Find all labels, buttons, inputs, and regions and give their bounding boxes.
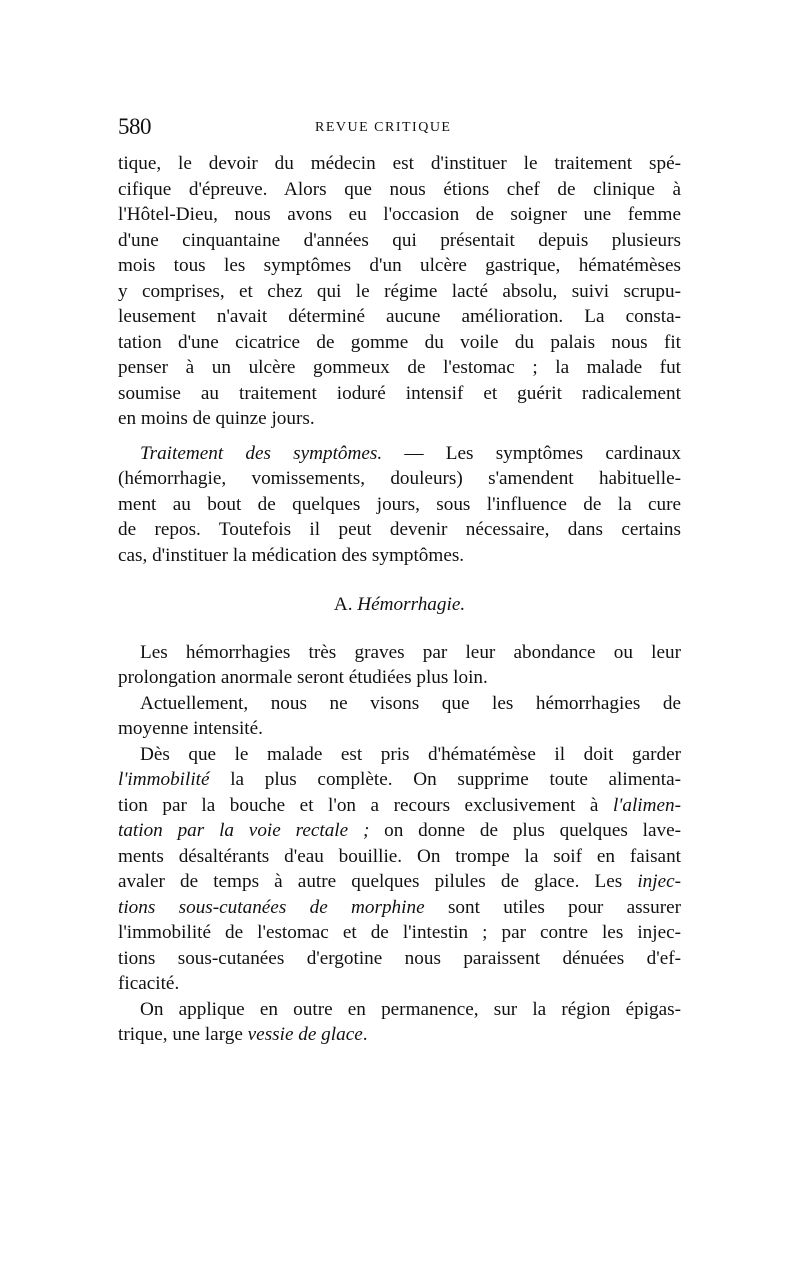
text-line: Dès que le malade est pris d'hématémèse il doit garder [140,743,681,765]
text-line: d'une cinquantaine d'années qui présentait depuis plusieurs [118,229,681,251]
running-head: REVUE CRITIQUE [315,120,452,135]
text-line: tions sous-cutanées d'ergotine nous paraissent dénuées d'ef- [118,947,681,969]
body-text [118,151,681,1048]
text-line: tation par la voie rectale ; on donne de plus quelques lave- [118,820,681,841]
paragraph-ice-bladder [118,997,681,1048]
paragraph-severe-hemorrhages [118,640,681,691]
text-line: y comprises, et chez qui le régime lacté absolu, suivi scrupu- [118,280,681,302]
text-line: Traitement des symptômes. — Les symptômes cardinaux [140,442,681,464]
section-heading [118,592,681,618]
text-line: moyenne intensité. [118,718,263,739]
text-line: mois tous les symptômes d'un ulcère gastrique, hématémèses [118,255,681,276]
page-header [118,114,688,142]
text-line: tion par la bouche et l'on a recours exclusivement à l'alimen- [118,794,681,816]
text-line: avaler de temps à autre quelques pilules de glace. Les injec- [118,871,681,892]
text-line: tation d'une cicatrice de gomme du voile du palais nous fit [118,331,681,353]
paragraph-continuation [118,151,681,432]
text-line: Actuellement, nous ne visons que les hémorrhagies de [140,692,681,714]
text-line: l'Hôtel-Dieu, nous avons eu l'occasion de soigner une femme [118,204,681,225]
text-line: leusement n'avait déterminé aucune amélioration. La consta- [118,306,681,327]
paragraph-treatment-symptoms [118,441,681,569]
text-line: cifique d'épreuve. Alors que nous étions chef de clinique à [118,178,681,200]
section-letter: A. [333,594,353,615]
text-line: prolongation anormale seront étudiées plus loin. [118,667,488,688]
text-line: ments désaltérants d'eau bouillie. On trompe la soif en faisant [118,845,681,867]
paragraph-hematemesis-care [118,742,681,997]
paragraph-moderate-hemorrhages [118,691,681,742]
text-line: soumise au traitement ioduré intensif et guérit radicalement [118,382,681,404]
italic-heading: Traitement des symptômes. [140,442,383,464]
text-line: On applique en outre en permanence, sur la région épigas- [140,998,681,1020]
text-line: trique, une large vessie de glace. [118,1024,368,1045]
text-line: en moins de quinze jours. [118,408,315,429]
text-line: penser à un ulcère gommeux de l'estomac ; la malade fut [118,357,681,378]
text-line: l'immobilité la plus complète. On supprime toute alimenta- [118,769,681,790]
text-line: de repos. Toutefois il peut devenir nécessaire, dans certains [118,519,681,540]
text-line: tique, le devoir du médecin est d'instituer le traitement spé- [118,153,681,174]
page-number: 580 [118,114,151,139]
text-line: ment au bout de quelques jours, sous l'influence de la cure [118,493,681,515]
text-line: Les hémorrhagies très graves par leur abondance ou leur [140,641,681,663]
section-title: Hémorrhagie. [357,594,466,615]
text-line: tions sous-cutanées de morphine sont utiles pour assurer [118,896,681,918]
text-line: (hémorrhagie, vomissements, douleurs) s'amendent habituelle- [118,468,681,489]
text-line: l'immobilité de l'estomac et de l'intestin ; par contre les injec- [118,922,681,943]
text-line: cas, d'instituer la médication des symptômes. [118,544,465,566]
text-line: ficacité. [118,973,180,994]
